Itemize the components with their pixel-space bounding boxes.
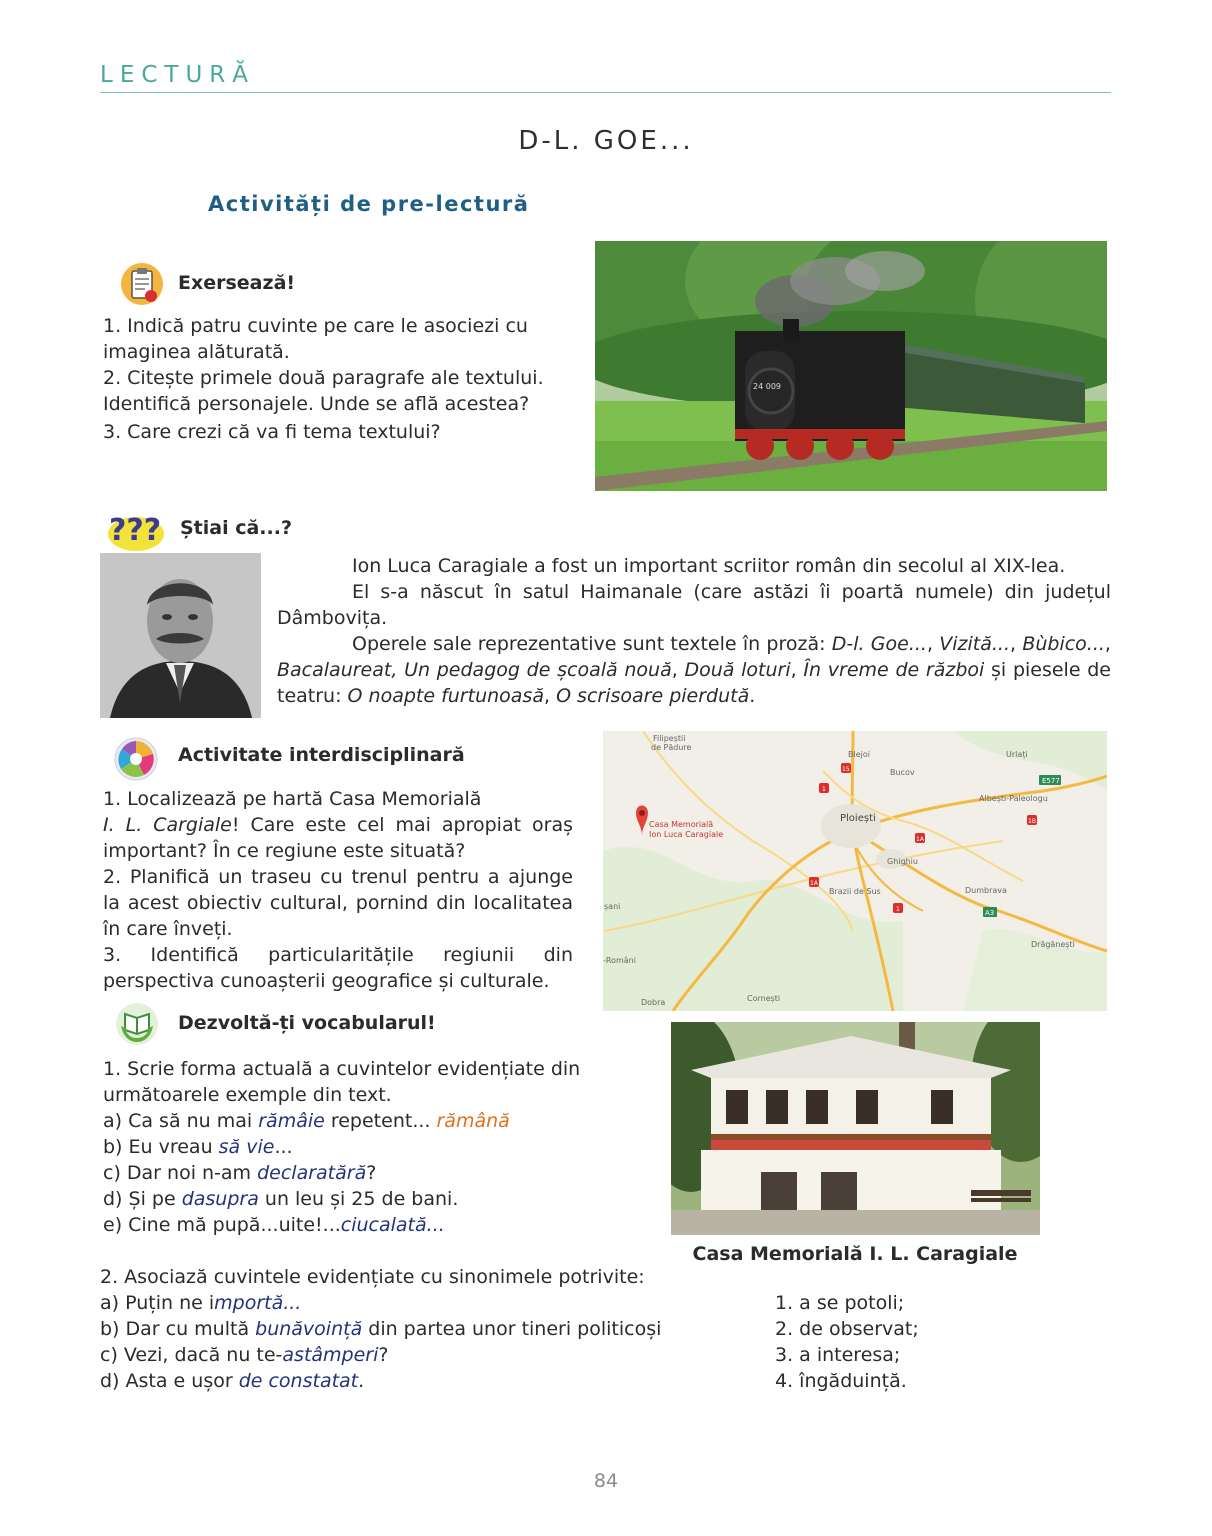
- memorial-house-photo: [671, 1022, 1040, 1235]
- e-pre: e) Cine mă pupă...uite!...: [103, 1214, 341, 1236]
- s-c-pre: c) Vezi, dacă nu te-: [100, 1344, 283, 1366]
- interdisciplinar-item-3: 3. Identifică particularitățile regiunii din perspectiva cunoașterii geografice și culturale.: [103, 944, 573, 992]
- sep: ,: [1104, 633, 1111, 655]
- sep: ,: [1010, 633, 1023, 655]
- exerseaza-line-2: imaginea alăturată.: [103, 341, 290, 363]
- sinonime-options: [775, 1290, 1075, 1394]
- a-answer: rămână: [436, 1110, 510, 1132]
- stiai-text: [277, 553, 1111, 709]
- work-o-noapte: O noapte furtunoasă: [347, 685, 544, 707]
- item1-name: I. L. Cargiale: [103, 814, 232, 836]
- engine-number: 24 009: [753, 382, 781, 391]
- map-label-bucov: Bucov: [890, 768, 915, 777]
- vocabular-c: [103, 1160, 593, 1186]
- b-post: ...: [274, 1136, 293, 1158]
- map-label-ghighiu: Ghighiu: [887, 857, 918, 866]
- sinonim-option-3: 3. a interesa;: [775, 1344, 901, 1366]
- sinonime-b: [100, 1316, 740, 1342]
- stiai-heading: Știai că...?: [180, 517, 292, 539]
- lesson-title: D-L. GOE...: [518, 126, 694, 156]
- section-label: LECTURĂ: [100, 62, 256, 88]
- question-marks-icon: [106, 508, 166, 552]
- exerseaza-line-1: 1. Indică patru cuvinte pe care le asociezi cu: [103, 315, 528, 337]
- page-number: 84: [593, 1470, 619, 1492]
- color-wheel-icon: [114, 737, 158, 781]
- map-label-ploiesti: Ploiești: [840, 813, 876, 824]
- map-label-de-padure: de Pădure: [651, 743, 692, 752]
- map-label-albesti: Albești-Paleologu: [979, 794, 1048, 803]
- s-d-pre: d) Asta e ușor: [100, 1370, 239, 1392]
- b-word: să vie: [218, 1136, 275, 1158]
- sinonime-text: [100, 1264, 740, 1394]
- map-label-blejoi: Blejoi: [848, 750, 870, 759]
- map-label-romani: -Români: [603, 956, 636, 965]
- interdisciplinar-item-2: 2. Planifică un traseu cu trenul pentru a ajunge la acest obiectiv cultural, pornind din localitatea în care înveți.: [103, 866, 573, 940]
- s-d-post: .: [358, 1370, 365, 1392]
- sinonim-option-2: 2. de observat;: [775, 1318, 919, 1340]
- work-vizita: Vizită...: [939, 633, 1011, 655]
- a-post: repetent...: [324, 1110, 437, 1132]
- work-bubico: Bùbico...: [1022, 633, 1105, 655]
- stiai-p3: [277, 631, 1111, 709]
- exerseaza-list: [103, 313, 573, 445]
- stiai-p2: El s-a născut în satul Haimanale (care astăzi îi poartă numele) din județul Dâmbovița.: [277, 581, 1111, 629]
- stiai-p3-intro: Operele sale reprezentative sunt textele în proză:: [352, 633, 832, 655]
- exerseaza-line-5: 3. Care crezi că va fi tema textului?: [103, 421, 441, 443]
- book-hands-icon: [115, 1002, 159, 1046]
- e-word: ciucalată...: [340, 1214, 445, 1236]
- sinonim-option-4: 4. îngăduință.: [775, 1370, 907, 1392]
- s-c-post: ?: [378, 1344, 389, 1366]
- sep: ,: [671, 659, 685, 681]
- map-label-dumbrava: Dumbrava: [965, 886, 1007, 895]
- interdisciplinar-heading: Activitate interdisciplinară: [178, 744, 465, 766]
- work-o-scrisoare: O scrisoare pierdută: [556, 685, 750, 707]
- sep: și: [984, 659, 1007, 681]
- sinonim-option-1: 1. a se potoli;: [775, 1292, 905, 1314]
- work-in-vreme: În vreme de război: [803, 659, 985, 681]
- map-route-1b: 1B: [1028, 818, 1036, 825]
- map-route-1-b: 1: [896, 906, 900, 913]
- s-a-pre: a) Puțin ne i: [100, 1292, 215, 1314]
- map-label-draganesti: Drăgănești: [1031, 940, 1075, 949]
- region-map: [603, 731, 1107, 1011]
- map-label-cornesti: Cornești: [747, 994, 781, 1003]
- vocabular-heading: Dezvoltă-ți vocabularul!: [178, 1012, 436, 1034]
- work-dl-goe: D-l. Goe...: [831, 633, 927, 655]
- s-b-post: din partea unor tineri politicoși: [362, 1318, 662, 1340]
- header-divider: [100, 92, 1111, 93]
- map-route-1a: 1A: [916, 836, 924, 843]
- map-label-dobra: Dobra: [641, 998, 666, 1007]
- vocabular-intro: 1. Scrie forma actuală a cuvintelor evidențiate din următoarele exemple din text.: [103, 1058, 581, 1106]
- stiai-p3-mid: piesele de teatru:: [277, 659, 1111, 707]
- s-d-word: de constatat: [238, 1370, 359, 1392]
- sep: ,: [790, 659, 804, 681]
- sinonime-a: [100, 1290, 740, 1316]
- sinonime-d: [100, 1368, 740, 1394]
- train-photo: [595, 241, 1107, 491]
- d-post: un leu și 25 de bani.: [258, 1188, 459, 1210]
- svg-text:???: ???: [109, 513, 162, 548]
- map-label-brazii: Brazii de Sus: [829, 887, 881, 896]
- b-pre: b) Eu vreau: [103, 1136, 219, 1158]
- s-c-word: astâmperi: [282, 1344, 379, 1366]
- map-route-a3: A3: [985, 909, 995, 917]
- sep: ,: [543, 685, 557, 707]
- subtitle: Activități de pre-lectură: [208, 192, 530, 216]
- a-word: rămâie: [258, 1110, 325, 1132]
- map-label-urlati: Urlați: [1006, 750, 1028, 759]
- item1-b: ! Care este cel mai apropiat oraș important? În ce regiune este situată?: [103, 814, 573, 862]
- sinonime-intro: 2. Asociază cuvintele evidențiate cu sinonimele potrivite:: [100, 1266, 645, 1288]
- sinonime-c: [100, 1342, 740, 1368]
- exerseaza-heading: Exersează!: [178, 272, 296, 294]
- c-post: ?: [366, 1162, 377, 1184]
- map-route-e577: E577: [1042, 777, 1060, 785]
- clipboard-icon: [120, 262, 164, 306]
- item1-a: 1. Localizează pe hartă Casa Memorială: [103, 788, 482, 810]
- sep: ,: [926, 633, 940, 655]
- work-doua-loturi: Două loturi: [684, 659, 791, 681]
- vocabular-a: [103, 1108, 593, 1134]
- d-pre: d) Și pe: [103, 1188, 182, 1210]
- stiai-p1: Ion Luca Caragiale a fost un important scriitor român din secolul al XIX-lea.: [352, 555, 1066, 577]
- vocabular-b: [103, 1134, 593, 1160]
- map-route-15: 15: [842, 766, 850, 773]
- interdisciplinar-text: [103, 786, 573, 994]
- map-label-casa-2: Ion Luca Caragiale: [649, 830, 724, 839]
- map-route-1a-2: 1A: [810, 880, 818, 887]
- map-label-casa-1: Casa Memorială: [649, 820, 714, 829]
- exerseaza-line-3: 2. Citește primele două paragrafe ale textului.: [103, 367, 544, 389]
- s-b-word: bunăvoință: [255, 1318, 363, 1340]
- sep: .: [749, 685, 756, 707]
- work-bacalaureat: Bacalaureat, Un pedagog de școală nouă: [277, 659, 672, 681]
- vocabular-e: [103, 1212, 593, 1238]
- map-route-1: 1: [822, 786, 826, 793]
- a-pre: a) Ca să nu mai: [103, 1110, 259, 1132]
- vocabular-text: [103, 1056, 593, 1238]
- map-label-sani: șani: [604, 902, 621, 911]
- caragiale-portrait: [100, 553, 261, 718]
- s-b-pre: b) Dar cu multă: [100, 1318, 256, 1340]
- interdisciplinar-item-1: [103, 786, 573, 864]
- vocabular-d: [103, 1186, 593, 1212]
- exerseaza-line-4: Identifică personajele. Unde se află acestea?: [103, 393, 530, 415]
- d-word: dasupra: [181, 1188, 259, 1210]
- c-word: declaratără: [257, 1162, 367, 1184]
- map-label-filipestii: Filipeștii: [653, 734, 686, 743]
- house-caption: Casa Memorială I. L. Caragiale: [692, 1243, 1018, 1265]
- c-pre: c) Dar noi n-am: [103, 1162, 258, 1184]
- s-a-word: mportă...: [214, 1292, 302, 1314]
